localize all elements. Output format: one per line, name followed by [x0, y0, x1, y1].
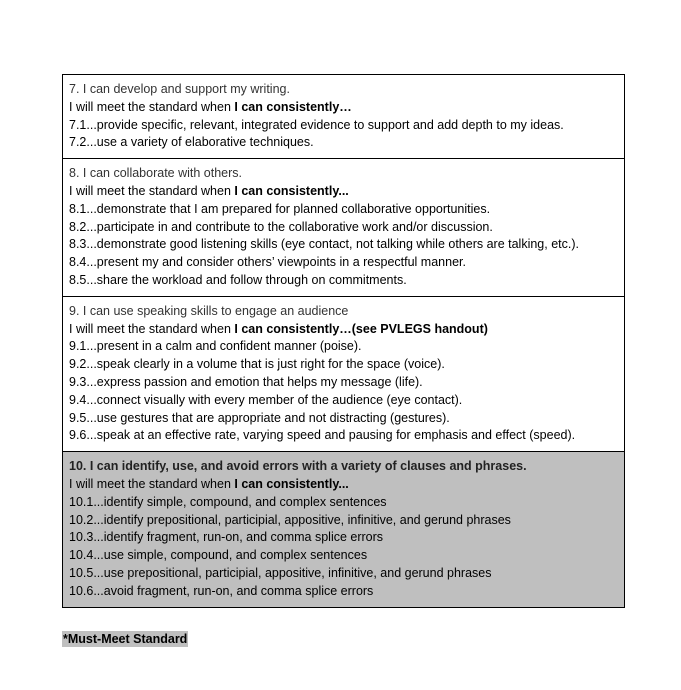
standard-bold-text: I can consistently… — [234, 99, 352, 114]
list-item: 9.6...speak at an effective rate, varying speed and pausing for emphasis and effect (speed). — [69, 428, 576, 443]
standard-line — [69, 183, 624, 201]
list-item: 10.4...use simple, compound, and complex sentences — [69, 548, 368, 563]
list-item: 9.4...connect visually with every member of the audience (eye contact). — [69, 392, 463, 407]
list-item: 9.2...speak clearly in a volume that is just right for the space (voice). — [69, 357, 445, 372]
list-item: 10.2...identify prepositional, participial, appositive, infinitive, and gerund phrases — [69, 512, 511, 527]
standard-prefix: I will meet the standard when — [69, 321, 235, 336]
list-item: 8.2...participate in and contribute to the collaborative work and/or discussion. — [69, 219, 493, 234]
must-meet-footnote: *Must-Meet Standard — [63, 632, 188, 646]
standard-line — [69, 321, 624, 339]
standard-section-9 — [63, 297, 624, 452]
list-item: 8.5...share the workload and follow through on commitments. — [69, 272, 407, 287]
list-item: 10.6...avoid fragment, run-on, and comma splice errors — [69, 583, 374, 598]
standard-prefix: I will meet the standard when — [69, 99, 235, 114]
list-item: 9.3...express passion and emotion that helps my message (life). — [69, 374, 423, 389]
section-heading: 10. I can identify, use, and avoid errors with a variety of clauses and phrases. — [69, 459, 527, 474]
section-heading: 7. I can develop and support my writing. — [69, 82, 290, 96]
section-heading: 9. I can use speaking skills to engage an audience — [69, 303, 349, 318]
section-heading: 8. I can collaborate with others. — [69, 166, 243, 181]
list-item: 10.3...identify fragment, run-on, and comma splice errors — [69, 530, 384, 545]
standard-bold-text: I can consistently... — [234, 183, 349, 198]
list-item: 8.3...demonstrate good listening skills (eye contact, not talking while others are talking, etc.). — [69, 237, 579, 252]
list-item: 8.4...present my and consider others’ viewpoints in a respectful manner. — [69, 255, 466, 270]
list-item: 8.1...demonstrate that I am prepared for planned collaborative opportunities. — [69, 201, 491, 216]
list-item: 10.1...identify simple, compound, and complex sentences — [69, 494, 387, 509]
standard-prefix: I will meet the standard when — [69, 183, 235, 198]
standard-bold-text: I can consistently…(see PVLEGS handout) — [234, 321, 488, 336]
standard-line — [69, 99, 624, 117]
standard-section-10 — [63, 452, 624, 606]
list-item: 9.5...use gestures that are appropriate and not distracting (gestures). — [69, 410, 450, 425]
standard-section-8 — [63, 159, 624, 297]
standards-table — [62, 74, 625, 608]
standard-line — [69, 476, 624, 494]
standard-bold-text: I can consistently... — [234, 476, 349, 491]
standard-section-7 — [63, 75, 624, 159]
standard-prefix: I will meet the standard when — [69, 476, 235, 491]
list-item: 10.5...use prepositional, participial, appositive, infinitive, and gerund phrases — [69, 565, 492, 580]
list-item: 9.1...present in a calm and confident manner (poise). — [69, 339, 362, 354]
list-item: 7.1...provide specific, relevant, integrated evidence to support and add depth to my ideas. — [69, 117, 564, 132]
list-item: 7.2...use a variety of elaborative techniques. — [69, 135, 314, 150]
